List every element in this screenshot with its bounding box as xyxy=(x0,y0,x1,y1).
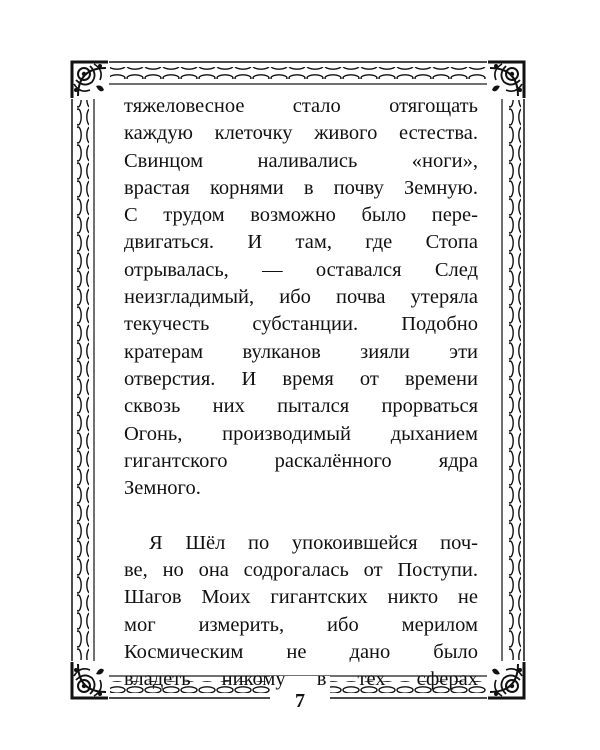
page-number: 7 xyxy=(295,690,305,712)
paragraph-gap xyxy=(124,502,478,529)
text-line: текучесть субстанции. Подобно xyxy=(124,313,478,336)
text-line: сквозь них пытался прорваться xyxy=(124,395,478,418)
text-line: Шагов Моих гигантских никто не xyxy=(124,586,478,609)
text-line: неизгладимый, ибо почва утеряла xyxy=(124,286,478,309)
text-line: врастая корнями в почву Земную. xyxy=(124,176,478,199)
text-line: владеть никому в тех сферах xyxy=(124,668,478,691)
text-line: ве, но она содрогалась от Поступи. xyxy=(124,559,478,582)
text-line: Земного. xyxy=(124,477,201,500)
text-line: Я Шёл по упокоившейся поч- xyxy=(149,531,478,554)
paragraph-1 xyxy=(124,93,478,502)
ornament-corner-icon xyxy=(487,661,527,701)
text-line: мог измерить, ибо мерилом xyxy=(124,613,478,636)
paragraph-2 xyxy=(124,530,478,694)
text-line: Свинцом наливались «ноги», xyxy=(124,149,478,172)
ornament-corner-icon xyxy=(487,59,527,99)
text-line: каждую клеточку живого естества. xyxy=(124,122,478,145)
text-line: Космическим не дано было xyxy=(124,640,478,663)
text-line: тяжеловесное стало отягощать xyxy=(124,95,478,117)
text-line: гигантского раскалённого ядра xyxy=(124,449,478,472)
page-body-text xyxy=(124,93,478,694)
text-line: С трудом возможно было пере- xyxy=(124,204,478,227)
text-line: двигаться. И там, где Стопа xyxy=(124,231,478,254)
text-line: отверстия. И время от времени xyxy=(124,367,478,390)
text-line: отрывалась, — оставался След xyxy=(124,258,478,281)
ornament-corner-icon xyxy=(69,661,109,701)
text-line: Огонь, производимый дыханием xyxy=(124,422,478,445)
ornament-corner-icon xyxy=(69,59,109,99)
text-line: кратерам вулканов зияли эти xyxy=(124,340,478,363)
